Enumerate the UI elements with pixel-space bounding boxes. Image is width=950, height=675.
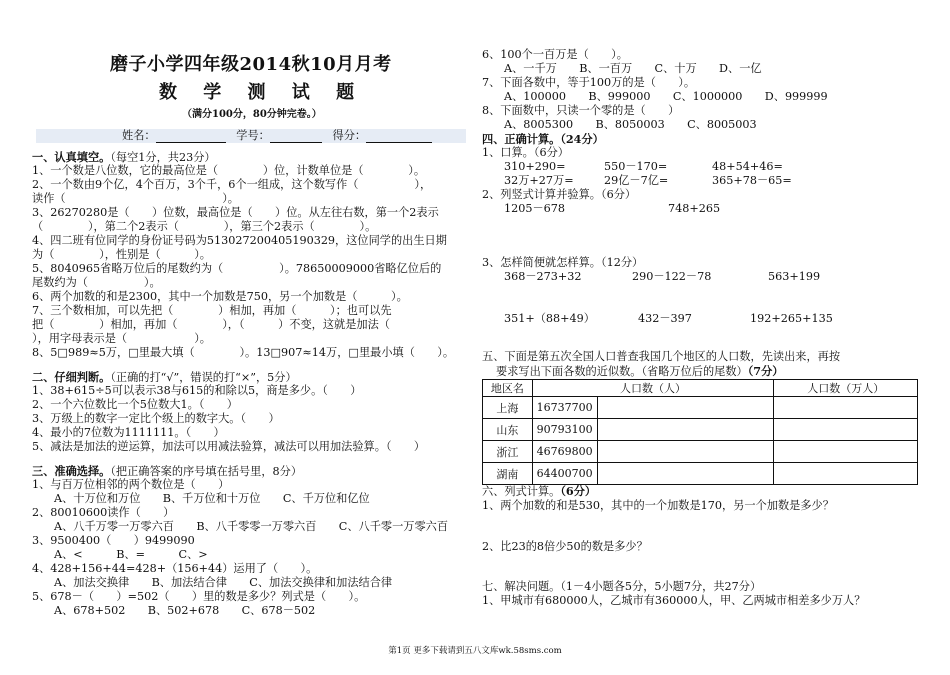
table-row [483, 419, 918, 441]
section-2-heading: 二、仔细判断。（正确的打“√”，错误的打“×”，5分） [32, 370, 297, 384]
s1-line-1: 1、一个数是八位数，它的最高位是（ ）位，计数单位是（ ）。 [32, 164, 426, 177]
calc-3: 563+199 [768, 270, 821, 283]
region-cell: 上海 [483, 397, 533, 419]
section-7-heading: 七、解决问题。（1－4小题各5分，5小题7分，共27分） [482, 580, 762, 593]
s2-line-1: 1、38+615÷5可以表示38与615的和除以5，商是多少。（ ） [32, 384, 362, 397]
r1-line-3: 7、下面各数中，等于100万的是（ ）。 [482, 76, 696, 89]
section-6-heading: 六、列式计算。（6分） [482, 484, 597, 498]
s1-line-14: 8、5□989≈5万，□里最大填（ ）。13□907≈14万，□里最小填（ ）。 [32, 346, 455, 359]
answer-wan-cell[interactable] [774, 463, 918, 485]
exam-subtitle: 数 学 测 试 题 [159, 82, 365, 103]
oral-1c: 48+54+46= [712, 160, 783, 173]
s1-line-6: 4、四二班有位同学的身份证号码为513027200405190329，这位同学的出生日期 [32, 234, 447, 247]
s3-line-5: 3、9500400（ ）9499090 [32, 534, 195, 547]
calc-2: 290－122－78 [632, 270, 712, 283]
s2-line-4: 4、最小的7位数为1111111。（ ） [32, 426, 225, 439]
s5-line-2: 要求写出下面各数的近似数。（省略万位后的尾数）（7分） [496, 364, 784, 378]
answer-cell[interactable] [597, 397, 774, 419]
oral-heading: 1、口算。（6分） [482, 146, 569, 159]
calc-1: 368－273+32 [504, 270, 582, 283]
page-footer: 第1页 更多下载请到五八文库wk.58sms.com [388, 646, 562, 656]
s1-line-8: 5、8040965省略万位后的尾数约为（ ）。78650009000省略亿位后的 [32, 262, 442, 275]
header-region: 地区名 [483, 380, 533, 397]
oral-2b: 29亿－7亿= [604, 174, 669, 187]
student-info-row [122, 129, 432, 143]
s1-line-10: 6、两个加数的和是2300，其中一个加数是750，另一个加数是（ ）。 [32, 290, 408, 303]
s1-line-3: 读作（ ）。 [32, 192, 239, 205]
r1-line-5: 8、下面数中，只读一个零的是（ ） [482, 104, 680, 117]
s2-line-3: 3、万级上的数字一定比个级上的数字大。（ ） [32, 412, 280, 425]
s3-line-3: 2、80010600读作（ ） [32, 506, 175, 519]
calc-4: 351+（88+49） [504, 312, 595, 325]
answer-wan-cell[interactable] [774, 397, 918, 419]
header-population: 人口数（人） [532, 380, 774, 397]
region-cell: 浙江 [483, 441, 533, 463]
s2-line-5: 5、减法是加法的逆运算，加法可以用减法验算，减法可以用加法验算。（ ） [32, 440, 426, 453]
s3-line-10: A、678+502 B、502+678 C、678－502 [54, 604, 316, 617]
table-row [483, 397, 918, 419]
oral-2c: 365+78－65= [712, 174, 792, 187]
s3-line-8: A、加法交换律 B、加法结合律 C、加法交换律和加法结合律 [54, 576, 393, 589]
value-cell: 90793100 [532, 419, 597, 441]
vertical-2: 748+265 [668, 202, 721, 215]
s3-line-4: A、八千万零一万零六百 B、八千零零一万零六百 C、八千零一万零六百 [54, 520, 449, 533]
calc-5: 432－397 [638, 312, 692, 325]
oral-1b: 550－170= [604, 160, 668, 173]
value-cell: 46769800 [532, 441, 597, 463]
s6-question-1: 1、两个加数的和是530，其中的一个加数是170，另一个加数是多少？ [482, 499, 834, 512]
exam-note: （满分100分，80分钟完卷。） [182, 109, 322, 120]
exam-title: 磨子小学四年级2014秋10月月考 [110, 54, 392, 75]
population-table [482, 379, 918, 485]
id-label: 学号： [236, 129, 270, 142]
score-label: 得分： [332, 129, 367, 142]
id-field[interactable] [270, 131, 322, 143]
r1-line-6: A、8005300 B、8050003 C、8005003 [504, 118, 757, 131]
s7-question-1: 1、甲城市有680000人，乙城市有360000人，甲、乙两城市相差多少万人？ [482, 594, 866, 607]
value-cell: 64400700 [532, 463, 597, 485]
table-row [483, 441, 918, 463]
simple-calc-heading: 3、怎样简便就怎样算。（12分） [482, 256, 644, 269]
answer-cell[interactable] [597, 463, 774, 485]
section-4-heading: 四、正确计算。（24分） [482, 132, 604, 146]
score-field[interactable] [366, 131, 432, 143]
r1-line-1: 6、100个一百万是（ ）。 [482, 48, 628, 61]
table-header-row [483, 380, 918, 397]
name-label: 姓名： [122, 129, 156, 142]
s6-question-2: 2、比23的8倍少50的数是多少？ [482, 540, 648, 553]
header-population-wan: 人口数（万人） [774, 380, 918, 397]
section-3-heading: 三、准确选择。（把正确答案的序号填在括号里，8分） [32, 464, 303, 478]
table-row [483, 463, 918, 485]
s1-line-11: 7、三个数相加，可以先把（ ）相加，再加（ ）；也可以先 [32, 304, 392, 317]
s3-line-9: 5、678－（ ）=502（ ）里的数是多少？列式是（ ）。 [32, 590, 366, 603]
s3-line-1: 1、与百万位相邻的两个数位是（ ） [32, 478, 230, 491]
calc-6: 192+265+135 [750, 312, 833, 325]
s1-line-12: 把（ ）相加，再加（ ），（ ）不变，这就是加法（ [32, 318, 402, 331]
r1-line-2: A、一千万 B、一百万 C、十万 D、一亿 [504, 62, 762, 75]
value-cell: 16737700 [532, 397, 597, 419]
s3-line-7: 4、428+156+44=428+（156+44）运用了（ ）。 [32, 562, 318, 575]
region-cell: 山东 [483, 419, 533, 441]
oral-2a: 32万+27万= [504, 174, 574, 187]
s5-line-1: 五、下面是第五次全国人口普查我国几个地区的人口数，先读出来，再按 [482, 350, 841, 363]
oral-1a: 310+290= [504, 160, 566, 173]
s1-line-4: 3、26270280是（ ）位数，最高位是（ ）位。从左往右数，第一个2表示 [32, 206, 439, 219]
answer-cell[interactable] [597, 441, 774, 463]
s1-line-7: 为（ ），性别是（ ）。 [32, 248, 211, 261]
answer-cell[interactable] [597, 419, 774, 441]
r1-line-4: A、100000 B、999000 C、1000000 D、999999 [504, 90, 828, 103]
s1-line-9: 尾数约为（ ）。 [32, 276, 161, 289]
vertical-heading: 2、列竖式计算并验算。（6分） [482, 188, 637, 201]
region-cell: 湖南 [483, 463, 533, 485]
s1-line-5: （ ），第二个2表示（ ），第三个2表示（ ）。 [32, 220, 377, 233]
s1-line-13: ），用字母表示是（ ）。 [32, 332, 211, 345]
answer-wan-cell[interactable] [774, 441, 918, 463]
section-1-heading: 一、认真填空。（每空1分，共23分） [32, 150, 216, 164]
s2-line-2: 2、一个六位数比一个5位数大1。（ ） [32, 398, 238, 411]
name-field[interactable] [156, 131, 226, 143]
answer-wan-cell[interactable] [774, 419, 918, 441]
s1-line-2: 2、一个数由9个亿，4个百万，3个千，6个一组成，这个数写作（ ）， [32, 178, 432, 191]
s3-line-2: A、十万位和万位 B、千万位和十万位 C、千万位和亿位 [54, 492, 370, 505]
vertical-1: 1205－678 [504, 202, 566, 215]
s3-line-6: A、< B、= C、> [54, 548, 208, 561]
